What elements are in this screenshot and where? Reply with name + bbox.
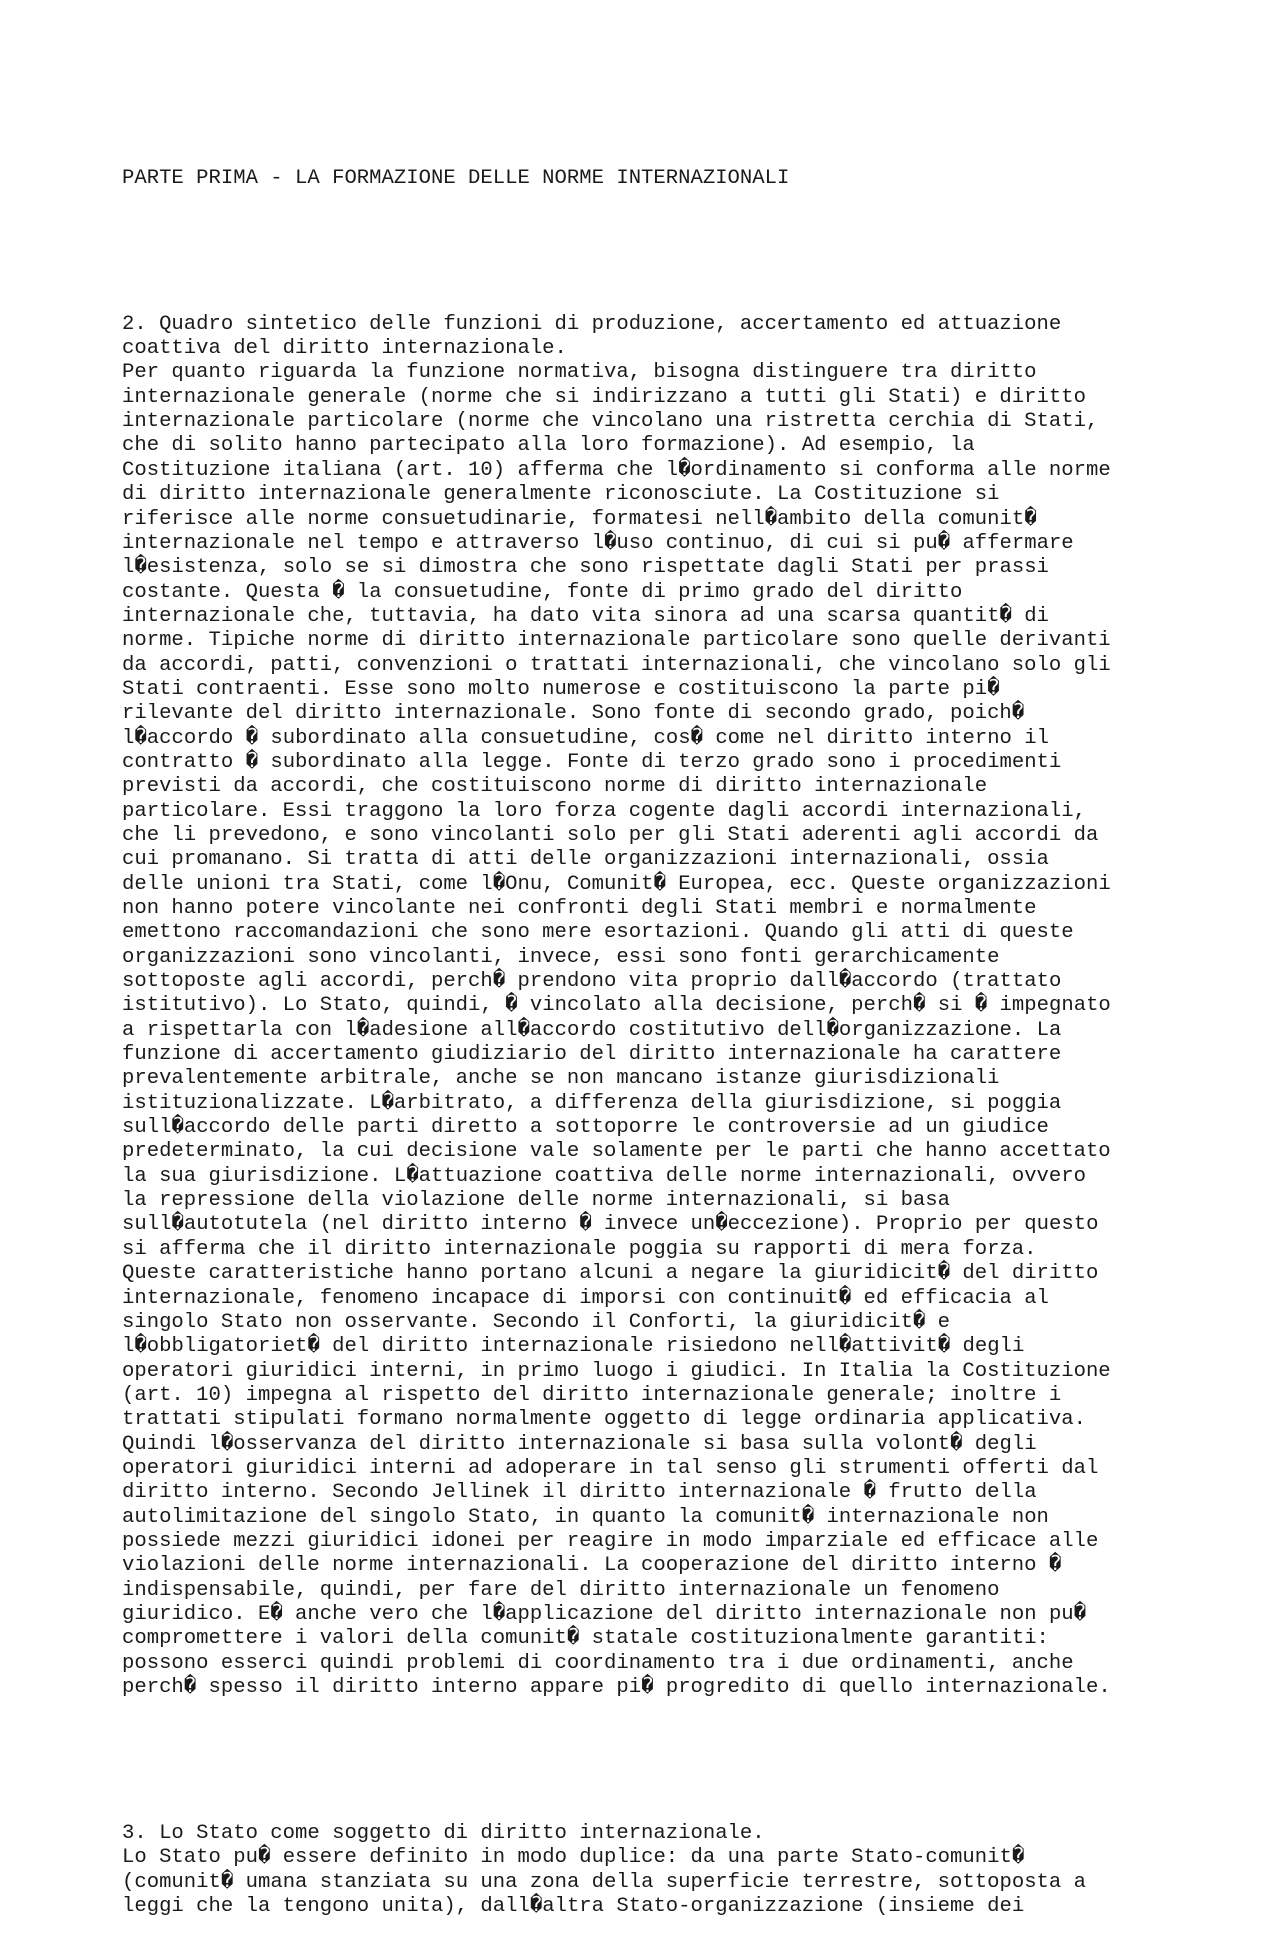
section-2-line: di diritto internazionale generalmente riconosciute. La Costituzione si [122,483,1000,507]
section-2-line: istitutivo). Lo Stato, quindi, � vincolato alla decisione, perch� si � impegnato [122,994,1111,1018]
section-2-line: operatori giuridici interni ad adoperare in tal senso gli strumenti offerti dal [122,1456,1099,1480]
section-2-line: diritto interno. Secondo Jellinek il diritto internazionale � frutto della [122,1481,1037,1505]
section-2-line: delle unioni tra Stati, come l�Onu, Comunit� Europea, ecc. Queste organizzazioni [122,872,1111,896]
section-2-line: l�accordo � subordinato alla consuetudine, cos� come nel diritto interno il [122,726,1049,750]
section-2-line: violazioni delle norme internazionali. La cooperazione del diritto interno � [122,1554,1062,1578]
section-2-line: trattati stipulati formano normalmente oggetto di legge ordinaria applicativa. [122,1408,1086,1432]
section-3 [122,1822,1262,1919]
part-title: PARTE PRIMA - LA FORMAZIONE DELLE NORME INTERNAZIONALI [122,166,790,190]
section-2-line: internazionale nel tempo e attraverso l�uso continuo, di cui si pu� affermare [122,531,1074,555]
section-2-line: emettono raccomandazioni che sono mere esortazioni. Quando gli atti di queste [122,921,1074,945]
section-2-line: internazionale, fenomeno incapace di imporsi con continuit� ed efficacia al [122,1286,1049,1310]
section-2-line: sull�autotutela (nel diritto interno � invece un�eccezione). Proprio per questo [122,1213,1099,1237]
section-2-line: coattiva del diritto internazionale. [122,337,567,361]
section-2 [122,313,1262,1701]
section-2-line: particolare. Essi traggono la loro forza cogente dagli accordi internazionali, [122,799,1086,823]
section-2-line: da accordi, patti, convenzioni o trattati internazionali, che vincolano solo gli [122,653,1111,677]
section-2-line: internazionale particolare (norme che vincolano una ristretta cerchia di Stati, [122,410,1099,434]
section-2-line: che li prevedono, e sono vincolanti solo per gli Stati aderenti agli accordi da [122,823,1099,847]
section-2-line: Queste caratteristiche hanno portano alcuni a negare la giuridicit� del diritto [122,1262,1099,1286]
section-2-line: Per quanto riguarda la funzione normativa, bisogna distinguere tra diritto [122,361,1037,385]
section-2-line: riferisce alle norme consuetudinarie, formatesi nell�ambito della comunit� [122,507,1037,531]
section-3-line: leggi che la tengono unita), dall�altra Stato-organizzazione (insieme dei [122,1895,1025,1919]
section-2-line: funzione di accertamento giudiziario del diritto internazionale ha carattere [122,1043,1062,1067]
section-2-line: singolo Stato non osservante. Secondo il Conforti, la giuridicit� e [122,1310,951,1334]
section-2-line: a rispettarla con l�adesione all�accordo costitutivo dell�organizzazione. La [122,1018,1062,1042]
section-2-line: l�obbligatoriet� del diritto internazionale risiedono nell�attivit� degli [122,1335,1025,1359]
section-2-line: rilevante del diritto internazionale. Sono fonte di secondo grado, poich� [122,702,1025,726]
section-2-line: internazionale che, tuttavia, ha dato vita sinora ad una scarsa quantit� di [122,604,1049,628]
section-2-line: istituzionalizzate. L�arbitrato, a differenza della giurisdizione, si poggia [122,1091,1062,1115]
section-2-line: operatori giuridici interni, in primo luogo i giudici. In Italia la Costituzione [122,1359,1111,1383]
section-2-line: possono esserci quindi problemi di coordinamento tra i due ordinamenti, anche [122,1651,1074,1675]
section-2-line: previsti da accordi, che costituiscono norme di diritto internazionale [122,775,988,799]
section-2-line: norme. Tipiche norme di diritto internazionale particolare sono quelle derivanti [122,629,1111,653]
blank-line [122,1749,1262,1773]
section-2-line: possiede mezzi giuridici idonei per reagire in modo imparziale ed efficace alle [122,1529,1099,1553]
section-2-line: giuridico. E� anche vero che l�applicazione del diritto internazionale non pu� [122,1602,1087,1626]
section-2-line: autolimitazione del singolo Stato, in quanto la comunit� internazionale non [122,1505,1049,1529]
section-2-line: prevalentemente arbitrale, anche se non mancano istanze giurisdizionali [122,1067,1000,1091]
section-2-line: la sua giurisdizione. L�attuazione coattiva delle norme internazionali, ovvero [122,1164,1086,1188]
section-2-line: sottoposte agli accordi, perch� prendono vita proprio dall�accordo (trattato [122,970,1062,994]
section-2-line: si afferma che il diritto internazionale poggia su rapporti di mera forza. [122,1237,1037,1261]
section-2-line: la repressione della violazione delle norme internazionali, si basa [122,1189,951,1213]
blank-line [122,240,1262,264]
document-page [122,118,1262,1944]
section-2-line: Stati contraenti. Esse sono molto numerose e costituiscono la parte pi� [122,677,1000,701]
section-2-line: indispensabile, quindi, per fare del diritto internazionale un fenomeno [122,1578,1000,1602]
section-2-line: cui promanano. Si tratta di atti delle organizzazioni internazionali, ossia [122,848,1049,872]
section-2-line: costante. Questa � la consuetudine, fonte di primo grado del diritto [122,580,963,604]
section-2-line: internazionale generale (norme che si indirizzano a tutti gli Stati) e diritto [122,385,1086,409]
section-2-line: (art. 10) impegna al rispetto del diritto internazionale generale; inoltre i [122,1383,1062,1407]
section-2-line: che di solito hanno partecipato alla loro formazione). Ad esempio, la [122,434,975,458]
section-2-line: predeterminato, la cui decisione vale solamente per le parti che hanno accettato [122,1140,1111,1164]
section-3-line: (comunit� umana stanziata su una zona della superficie terrestre, sottoposta a [122,1870,1086,1894]
section-2-line: l�esistenza, solo se si dimostra che sono rispettate dagli Stati per prassi [122,556,1049,580]
section-2-line: contratto � subordinato alla legge. Fonte di terzo grado sono i procedimenti [122,750,1062,774]
section-2-line: Costituzione italiana (art. 10) afferma che l�ordinamento si conforma alle norme [122,458,1111,482]
section-2-line: 2. Quadro sintetico delle funzioni di produzione, accertamento ed attuazione [122,312,1062,336]
section-2-line: compromettere i valori della comunit� statale costituzionalmente garantiti: [122,1627,1049,1651]
section-2-line: sull�accordo delle parti diretto a sottoporre le controversie ad un giudice [122,1116,1049,1140]
section-2-line: organizzazioni sono vincolanti, invece, essi sono fonti gerarchicamente [122,945,1000,969]
section-3-line: Lo Stato pu� essere definito in modo duplice: da una parte Stato-comunit� [122,1846,1025,1870]
section-2-line: perch� spesso il diritto interno appare pi� progredito di quello internazionale. [122,1676,1111,1699]
section-3-line: 3. Lo Stato come soggetto di diritto internazionale. [122,1822,765,1846]
section-2-line: non hanno potere vincolante nei confronti degli Stati membri e normalmente [122,897,1037,920]
section-2-line: Quindi l�osservanza del diritto internazionale si basa sulla volont� degli [122,1432,1037,1456]
